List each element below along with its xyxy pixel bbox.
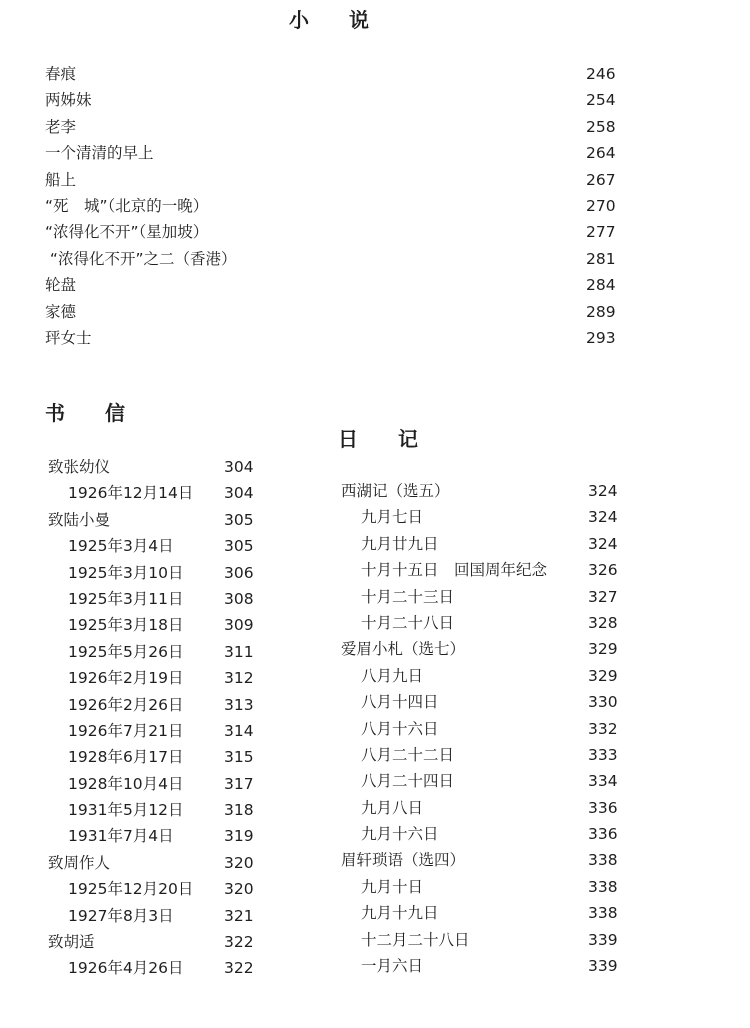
toc-entry — [341, 716, 631, 742]
toc-entry-page-number: 330 — [588, 693, 618, 712]
toc-entry — [48, 744, 268, 770]
toc-entry-page-number: 336 — [588, 825, 618, 844]
toc-entry-page-number: 319 — [224, 827, 254, 846]
toc-entry — [48, 955, 268, 981]
novel-section-heading: 小 说 — [289, 8, 369, 32]
toc-entry — [48, 850, 268, 876]
toc-entry — [341, 847, 631, 873]
toc-entry — [48, 692, 268, 718]
toc-entry-title: 1925年5月26日 — [68, 642, 184, 661]
toc-entry — [45, 325, 625, 351]
toc-entry-page-number: 329 — [588, 640, 618, 659]
toc-entry — [48, 533, 268, 559]
toc-entry — [341, 900, 631, 926]
toc-entry — [45, 272, 625, 298]
toc-entry — [45, 140, 625, 166]
toc-entry — [341, 742, 631, 768]
toc-entry — [48, 639, 268, 665]
toc-entry — [341, 531, 631, 557]
toc-entry-title: 船上 — [45, 170, 77, 189]
toc-entry-page-number: 329 — [588, 666, 618, 685]
toc-entry — [341, 821, 631, 847]
toc-entry-page-number: 311 — [224, 642, 254, 661]
toc-entry-title: 致胡适 — [48, 933, 95, 952]
toc-entry — [341, 504, 631, 530]
toc-entry-page-number: 306 — [224, 563, 254, 582]
toc-entry — [45, 167, 625, 193]
toc-entry-page-number: 320 — [224, 853, 254, 872]
toc-entry — [341, 610, 631, 636]
toc-entry — [48, 771, 268, 797]
toc-entry-page-number: 312 — [224, 669, 254, 688]
toc-entry-title: 八月十四日 — [361, 693, 439, 712]
toc-entry — [341, 768, 631, 794]
toc-entry — [45, 193, 625, 219]
toc-entry — [341, 874, 631, 900]
toc-entry-page-number: 305 — [224, 537, 254, 556]
toc-entry-title: 九月八日 — [361, 798, 424, 817]
toc-entry — [48, 454, 268, 480]
toc-entry — [48, 876, 268, 902]
toc-entry-page-number: 328 — [588, 613, 618, 632]
toc-entry-page-number: 304 — [224, 458, 254, 476]
toc-entry-title: 眉轩琐语（选四） — [341, 851, 466, 870]
toc-entry-title: 1926年4月26日 — [68, 959, 184, 978]
toc-entry-title: 九月十六日 — [361, 825, 439, 844]
toc-entry-page-number: 324 — [588, 534, 618, 553]
toc-entry-title: 一个清清的早上 — [45, 144, 154, 163]
toc-entry-title: 1928年10月4日 — [68, 774, 184, 793]
toc-entry-title: 1925年3月10日 — [68, 563, 184, 582]
toc-entry-title: 八月十六日 — [361, 719, 439, 738]
toc-entry-page-number: 336 — [588, 798, 618, 817]
toc-entry — [341, 663, 631, 689]
toc-entry-title: 十二月二十八日 — [361, 930, 470, 949]
toc-entry — [45, 299, 625, 325]
toc-entry-title: 十月二十八日 — [361, 613, 455, 632]
toc-entry — [341, 478, 631, 504]
toc-entry-title: 致陆小曼 — [48, 510, 111, 529]
toc-entry-title: 九月十九日 — [361, 904, 439, 923]
toc-entry-title: 八月二十二日 — [361, 745, 455, 764]
toc-entry-page-number: 324 — [588, 508, 618, 527]
toc-entry-title: 八月九日 — [361, 666, 424, 685]
toc-entry — [45, 87, 625, 113]
toc-entry-title: 1925年3月4日 — [68, 537, 174, 556]
toc-entry-page-number: 267 — [586, 170, 616, 189]
toc-entry-title: “浓得化不开”之二（香港） — [45, 249, 237, 268]
toc-entry — [48, 586, 268, 612]
toc-entry-title: 家德 — [45, 302, 77, 321]
toc-entry — [45, 246, 625, 272]
toc-entry — [341, 689, 631, 715]
toc-entry-page-number: 339 — [588, 957, 618, 976]
toc-entry — [341, 953, 631, 979]
toc-entry-page-number: 338 — [588, 851, 618, 870]
toc-entry-title: 轮盘 — [45, 276, 77, 295]
toc-entry-page-number: 334 — [588, 772, 618, 791]
toc-entry-title: 1926年12月14日 — [68, 484, 194, 503]
toc-entry-title: 春痕 — [45, 65, 77, 83]
toc-entry-page-number: 258 — [586, 117, 616, 136]
toc-entry-page-number: 332 — [588, 719, 618, 738]
toc-entry-page-number: 315 — [224, 748, 254, 767]
toc-entry — [341, 584, 631, 610]
toc-entry-title: 八月二十四日 — [361, 772, 455, 791]
toc-entry-page-number: 318 — [224, 801, 254, 820]
toc-entry-page-number: 339 — [588, 930, 618, 949]
toc-entry-title: 1925年3月11日 — [68, 589, 184, 608]
novel-toc-list — [45, 61, 625, 351]
toc-entry-page-number: 320 — [224, 880, 254, 899]
toc-entry-page-number: 308 — [224, 589, 254, 608]
toc-entry — [341, 636, 631, 662]
toc-entry-page-number: 277 — [586, 223, 616, 242]
toc-entry-title: 两姊妹 — [45, 91, 92, 110]
toc-entry-page-number: 304 — [224, 484, 254, 503]
toc-entry-title: “浓得化不开”（星加坡） — [45, 223, 209, 242]
toc-entry-title: 1927年8月3日 — [68, 906, 174, 925]
toc-entry-page-number: 264 — [586, 144, 616, 163]
toc-entry-title: 一月六日 — [361, 957, 424, 976]
toc-entry — [341, 927, 631, 953]
toc-entry-title: 玶女士 — [45, 328, 92, 347]
toc-entry-title: 1925年12月20日 — [68, 880, 194, 899]
toc-entry-page-number: 317 — [224, 774, 254, 793]
toc-entry — [341, 557, 631, 583]
toc-entry — [48, 718, 268, 744]
toc-entry-page-number: 338 — [588, 877, 618, 896]
diary-section-heading: 日 记 — [338, 427, 418, 451]
toc-entry — [48, 823, 268, 849]
toc-entry-page-number: 321 — [224, 906, 254, 925]
toc-entry-page-number: 326 — [588, 561, 618, 580]
toc-entry — [45, 61, 625, 87]
toc-entry — [341, 795, 631, 821]
toc-entry-page-number: 254 — [586, 91, 616, 110]
toc-entry-title: 十月十五日 回国周年纪念 — [361, 561, 548, 580]
toc-entry-title: “死 城”（北京的一晚） — [45, 196, 209, 215]
toc-entry-title: 致张幼仪 — [48, 458, 111, 476]
toc-entry-title: 西湖记（选五） — [341, 482, 450, 500]
toc-entry-page-number: 313 — [224, 695, 254, 714]
toc-entry-title: 致周作人 — [48, 853, 111, 872]
toc-entry — [48, 903, 268, 929]
toc-entry-title: 九月七日 — [361, 508, 424, 527]
toc-entry-title: 1926年2月26日 — [68, 695, 184, 714]
toc-entry-title: 1928年6月17日 — [68, 748, 184, 767]
toc-entry — [48, 560, 268, 586]
toc-entry-page-number: 327 — [588, 587, 618, 606]
toc-entry-page-number: 322 — [224, 959, 254, 978]
toc-entry — [45, 114, 625, 140]
toc-entry-page-number: 270 — [586, 196, 616, 215]
toc-entry — [48, 612, 268, 638]
toc-entry-title: 爱眉小札（选七） — [341, 640, 466, 659]
toc-entry-page-number: 289 — [586, 302, 616, 321]
toc-entry-page-number: 281 — [586, 249, 616, 268]
diary-toc-list — [341, 478, 631, 979]
toc-entry-page-number: 284 — [586, 276, 616, 295]
toc-entry — [45, 219, 625, 245]
letters-section-heading: 书 信 — [45, 401, 125, 425]
toc-entry-page-number: 324 — [588, 482, 618, 500]
toc-entry — [48, 507, 268, 533]
toc-entry — [48, 480, 268, 506]
toc-entry-title: 九月廿九日 — [361, 534, 439, 553]
toc-entry-title: 1931年7月4日 — [68, 827, 174, 846]
toc-entry-title: 1926年7月21日 — [68, 721, 184, 740]
toc-entry-page-number: 333 — [588, 745, 618, 764]
toc-entry-page-number: 322 — [224, 933, 254, 952]
toc-entry-page-number: 293 — [586, 328, 616, 347]
letters-toc-list — [48, 454, 268, 982]
toc-entry — [48, 665, 268, 691]
toc-entry-page-number: 305 — [224, 510, 254, 529]
toc-entry-page-number: 309 — [224, 616, 254, 635]
toc-entry — [48, 797, 268, 823]
toc-entry-page-number: 314 — [224, 721, 254, 740]
toc-entry-title: 1931年5月12日 — [68, 801, 184, 820]
toc-entry-page-number: 246 — [586, 65, 616, 83]
toc-entry-title: 1925年3月18日 — [68, 616, 184, 635]
toc-entry-title: 老李 — [45, 117, 77, 136]
toc-entry-title: 九月十日 — [361, 877, 424, 896]
toc-entry — [48, 929, 268, 955]
toc-entry-page-number: 338 — [588, 904, 618, 923]
toc-entry-title: 十月二十三日 — [361, 587, 455, 606]
toc-entry-title: 1926年2月19日 — [68, 669, 184, 688]
